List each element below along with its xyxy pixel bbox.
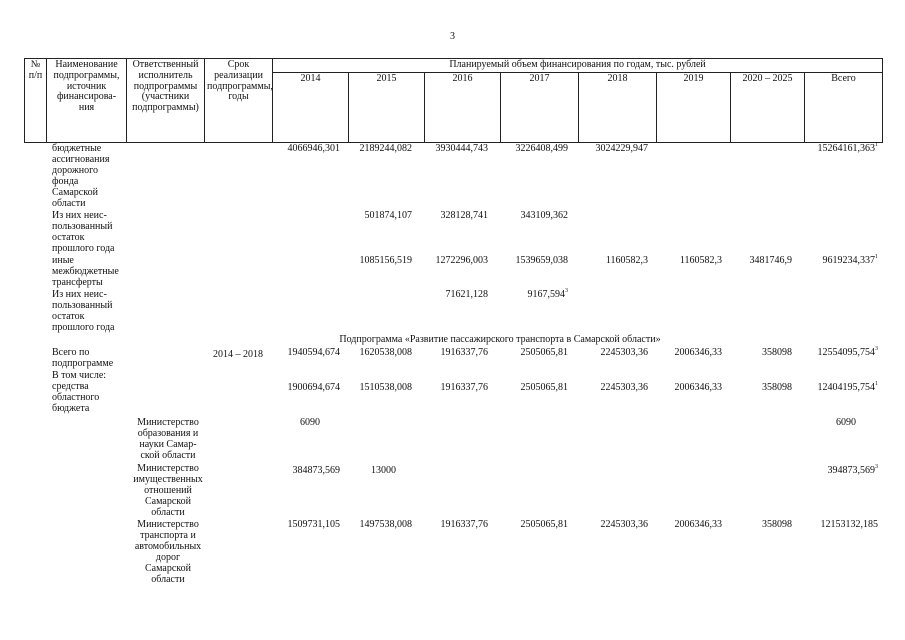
value-total: 6090 — [836, 417, 856, 428]
value-2016: 1916337,76 — [440, 382, 488, 393]
table-row — [0, 519, 905, 585]
value-2015: 1085156,519 — [359, 255, 412, 266]
value-2020-2025: 358098 — [762, 519, 792, 530]
table-row — [0, 142, 905, 209]
page-number: 3 — [450, 31, 455, 42]
value-2014: 1900694,674 — [287, 382, 340, 393]
header-year-2019: 2019 — [657, 72, 731, 142]
value-total: 12554095,754$^3$ — [817, 346, 878, 358]
row-name: бюджетные ассигнования дорожного фонда Самарской области — [52, 143, 110, 209]
value-total: 394873,569$^3$ — [827, 464, 878, 476]
value-2020-2025: 358098 — [762, 382, 792, 393]
value-2016: 71621,128 — [445, 289, 488, 300]
header-year-2014: 2014 — [273, 72, 349, 142]
value-2015: 1510538,008 — [359, 382, 412, 393]
value-2016: 3930444,743 — [435, 143, 488, 154]
row-executor: Министерство образования и науки Самар- ской области — [137, 417, 199, 461]
row-name: Из них неис- пользованный остаток прошлого года — [52, 289, 115, 333]
value-2019: 2006346,33 — [674, 519, 722, 530]
value-2016: 1916337,76 — [440, 347, 488, 358]
value-2017: 343109,362 — [520, 210, 568, 221]
value-total: 12153132,185 — [820, 519, 878, 530]
value-2019: 1160582,3 — [679, 255, 722, 266]
value-2017: 2505065,81 — [520, 382, 568, 393]
value-2018: 1160582,3 — [605, 255, 648, 266]
value-2014: 384873,569 — [292, 465, 340, 476]
value-2017: 2505065,81 — [520, 519, 568, 530]
row-executor: Министерство транспорта и автомобильных дорог Самарской области — [134, 519, 202, 585]
value-2017: 9167,594$^3$ — [527, 288, 568, 300]
value-2015: 501874,107 — [364, 210, 412, 221]
table-row — [0, 254, 905, 288]
term-years: 2014 – 2018 — [213, 349, 263, 360]
value-2014: 4066946,301 — [287, 143, 340, 154]
value-2015: 2189244,082 — [359, 143, 412, 154]
value-2015: 1497538,008 — [359, 519, 412, 530]
value-2014: 6090 — [300, 417, 320, 428]
header-year-2015: 2015 — [349, 72, 425, 142]
table-row — [0, 210, 905, 254]
value-2016: 1916337,76 — [440, 519, 488, 530]
header-term: Срок реализации подпрограммы, годы — [205, 59, 273, 143]
header-funding: Планируемый объем финансирования по годам, тыс. рублей — [273, 59, 883, 73]
table-row — [0, 370, 905, 414]
value-total: 15264161,363$^1$ — [817, 142, 878, 154]
value-total: 12404195,754$^1$ — [817, 381, 878, 393]
table-row — [0, 463, 905, 518]
row-name: иные межбюджетные трансферты — [52, 255, 119, 288]
value-2017: 2505065,81 — [520, 347, 568, 358]
header-total: Всего — [805, 72, 883, 142]
value-2020-2025: 3481746,9 — [749, 255, 792, 266]
header-year-2016: 2016 — [425, 72, 501, 142]
value-2018: 2245303,36 — [600, 382, 648, 393]
header-year-2020-2025: 2020 – 2025 — [731, 72, 805, 142]
value-2019: 2006346,33 — [674, 347, 722, 358]
value-2016: 328128,741 — [440, 210, 488, 221]
value-2019: 2006346,33 — [674, 382, 722, 393]
table-row — [0, 288, 905, 333]
value-2015: 13000 — [371, 465, 396, 476]
header-executor: Ответственный исполнитель подпрограммы (участники подпрограммы) — [127, 59, 205, 143]
value-2018: 2245303,36 — [600, 519, 648, 530]
table-row — [0, 346, 905, 369]
value-2015: 1620538,008 — [359, 347, 412, 358]
value-2017: 3226408,499 — [515, 143, 568, 154]
value-total: 9619234,337$^1$ — [822, 254, 878, 266]
value-2020-2025: 358098 — [762, 347, 792, 358]
table-row — [0, 417, 905, 461]
value-2017: 1539659,038 — [515, 255, 568, 266]
header-year-2017: 2017 — [501, 72, 579, 142]
header-name: Наименование подпрограммы, источник финансирова- ния — [47, 59, 127, 143]
row-name: Из них неис- пользованный остаток прошлого года — [52, 210, 115, 254]
value-2018: 2245303,36 — [600, 347, 648, 358]
value-2014: 1509731,105 — [287, 519, 340, 530]
row-executor: Министерство имущественных отношений Самарской области — [133, 463, 203, 518]
row-name: Всего по подпрограмме — [52, 347, 114, 369]
header-year-2018: 2018 — [579, 72, 657, 142]
value-2014: 1940594,674 — [287, 347, 340, 358]
header-number: № п/п — [25, 59, 47, 143]
value-2016: 1272296,003 — [435, 255, 488, 266]
value-2018: 3024229,947 — [595, 143, 648, 154]
row-name: В том числе: средства областного бюджета — [52, 370, 107, 414]
subprogram-title: Подпрограмма «Развитие пассажирского транспорта в Самарской области» — [339, 334, 661, 345]
table-header — [24, 58, 883, 143]
